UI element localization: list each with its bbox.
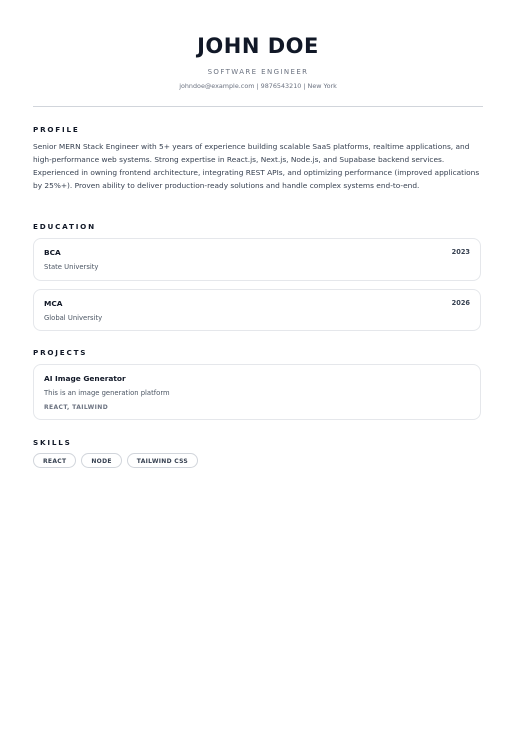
education-card xyxy=(33,289,481,331)
skill-pill: TAILWIND CSS xyxy=(127,453,198,468)
education-degree: MCA xyxy=(44,299,63,308)
project-tech: REACT, TAILWIND xyxy=(44,404,109,411)
skill-pill: REACT xyxy=(33,453,76,468)
skills-heading: SKILLS xyxy=(33,438,72,447)
education-year: 2026 xyxy=(451,299,470,307)
project-name: AI Image Generator xyxy=(44,374,126,383)
education-school: State University xyxy=(44,263,99,271)
project-card xyxy=(33,364,481,420)
education-degree: BCA xyxy=(44,248,61,257)
candidate-role: SOFTWARE ENGINEER xyxy=(207,68,309,76)
profile-summary: Senior MERN Stack Engineer with 5+ years of experience building scalable SaaS platforms, realtime applications, and high-performance web systems. Strong expertise in React.js, Next.js, Node.js, and Supabase backend services. Experienced in owning frontend architecture, integrating REST APIs, and optimizing performance (improved applications by 25%+). Proven ability to deliver production-ready solutions and handle complex systems end-to-end. xyxy=(33,142,480,190)
resume-header xyxy=(33,32,483,90)
education-heading: EDUCATION xyxy=(33,222,96,231)
profile-heading: PROFILE xyxy=(33,125,80,134)
skills-list xyxy=(33,453,198,468)
education-card xyxy=(33,238,481,281)
candidate-name: JOHN DOE xyxy=(197,34,319,58)
project-description: This is an image generation platform xyxy=(44,389,170,397)
header-divider xyxy=(33,106,483,107)
contact-line: johndoe@example.com | 9876543210 | New York xyxy=(179,82,337,90)
projects-heading: PROJECTS xyxy=(33,348,88,357)
education-year: 2023 xyxy=(451,248,470,256)
skill-pill: NODE xyxy=(81,453,121,468)
education-school: Global University xyxy=(44,314,103,322)
